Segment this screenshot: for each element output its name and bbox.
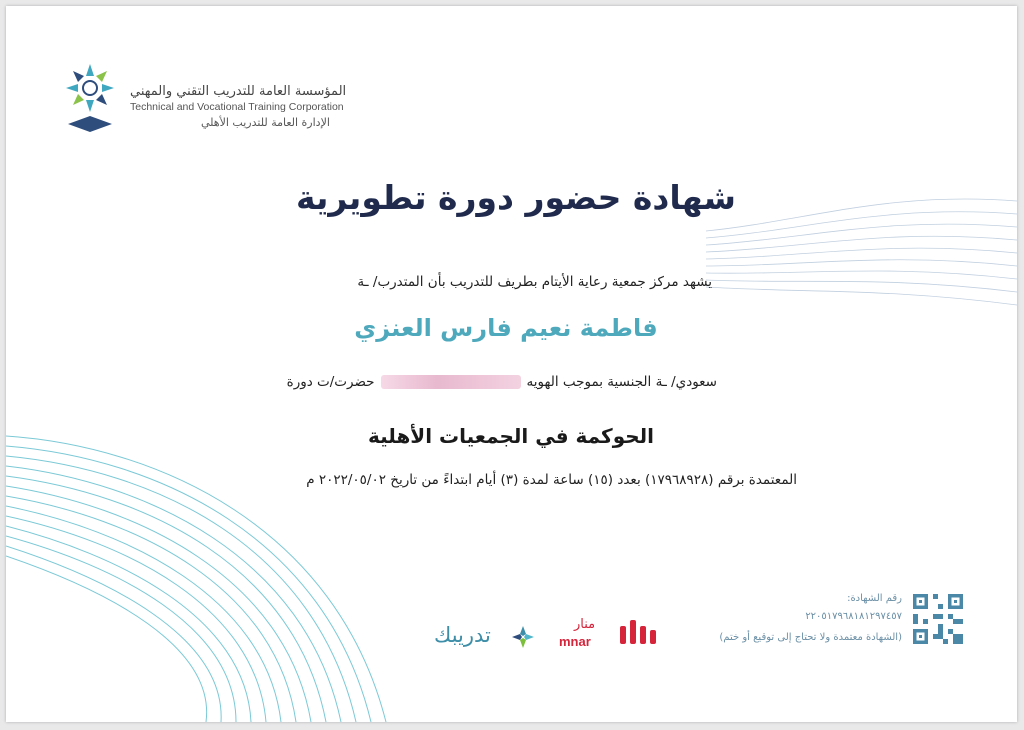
redacted-id	[381, 375, 521, 389]
details-line: المعتمدة برقم (١٧٩٦٨٩٢٨) بعدد (١٥) ساعة لمدة (٣) أيام ابتداءً من تاريخ ٢٠٢٢/٠٥/٠٢ م	[306, 472, 797, 488]
certificate-page	[6, 6, 1017, 722]
nationality-text: سعودي/ ـة الجنسية بموجب الهويه	[526, 374, 717, 390]
tdreeb-logo-icon	[511, 625, 535, 649]
tvtc-logo-icon	[58, 58, 122, 138]
intro-line: يشهد مركز جمعية رعاية الأيتام بطريف للتدريب بأن المتدرب/ ـة	[357, 274, 712, 290]
certificate-title: شهادة حضور دورة تطويرية	[296, 178, 736, 217]
organization-name-ar: المؤسسة العامة للتدريب التقني والمهني	[130, 84, 347, 99]
certificate-number-label: رقم الشهادة:	[847, 593, 902, 604]
department-name: الإدارة العامة للتدريب الأهلي	[201, 116, 330, 129]
organization-name-en: Technical and Vocational Training Corporation	[130, 101, 344, 113]
mnar-logo-icon	[618, 616, 658, 646]
mnar-english-label: mnar	[559, 634, 591, 649]
tdreeb-label: تدريبك	[434, 623, 491, 647]
qr-code-icon	[913, 594, 963, 644]
attended-text: حضرت/ت دورة	[286, 374, 375, 390]
nationality-line	[287, 374, 717, 390]
mnar-arabic-label: منار	[574, 617, 596, 632]
certificate-number: ٢٢٠٥١٧٩٦٨١٨١٢٩٧٤٥٧	[805, 611, 902, 622]
trainee-name: فاطمة نعيم فارس العنزي	[354, 314, 658, 342]
course-name: الحوكمة في الجمعيات الأهلية	[367, 424, 655, 448]
certificate-note: (الشهادة معتمدة ولا تحتاج إلى توقيع أو ختم)	[719, 632, 902, 643]
